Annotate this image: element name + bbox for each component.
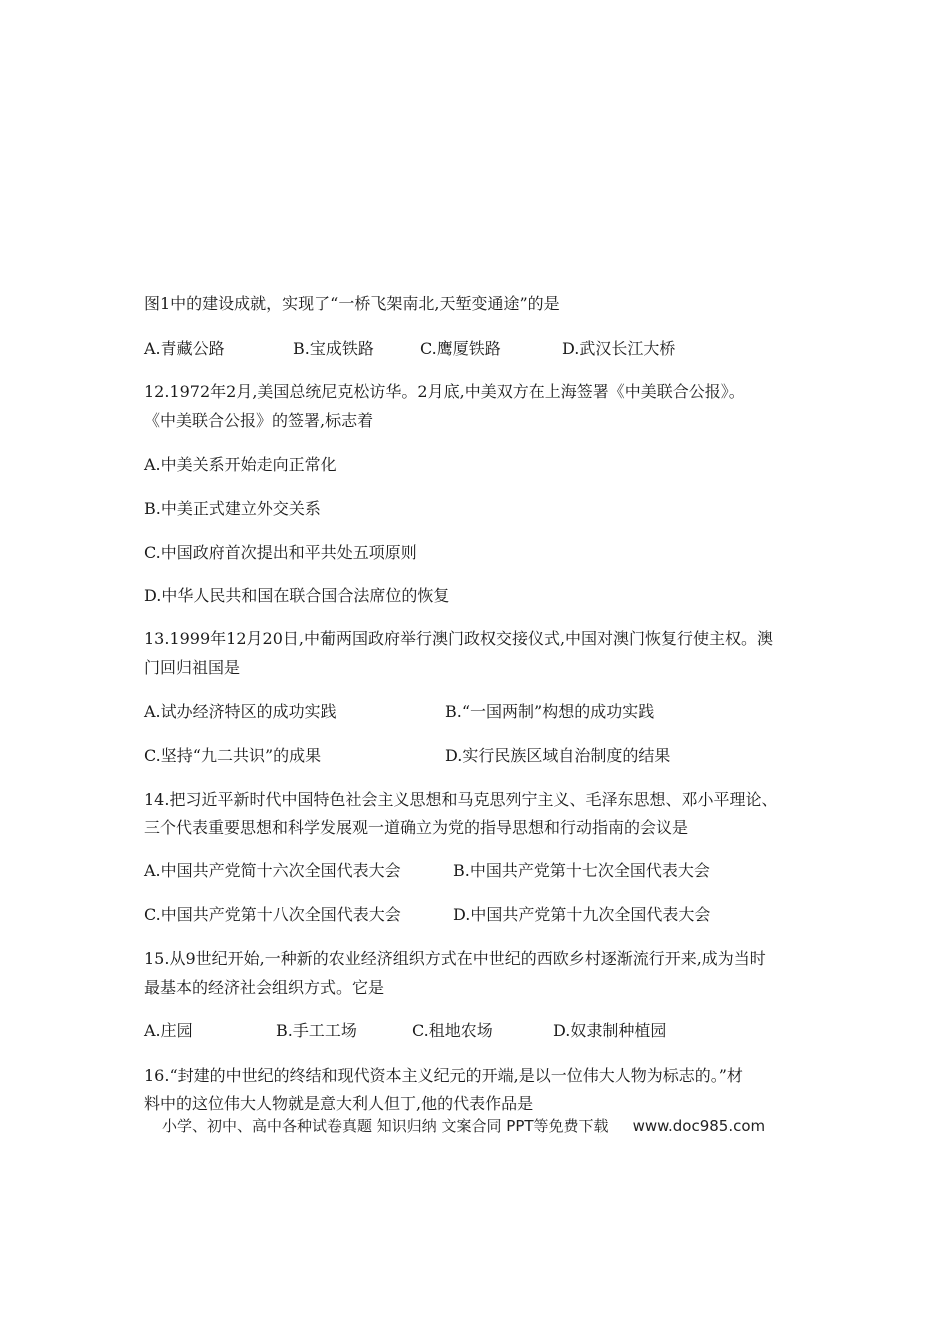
q13-option-a: A.试办经济特区的成功实践 — [144, 702, 337, 721]
q15-option-c: C.租地农场 — [412, 1021, 493, 1040]
q11-option-d: D.武汉长江大桥 — [562, 339, 676, 358]
q14-stem-line2: 三个代表重要思想和科学发展观一道确立为党的指导思想和行动指南的会议是 — [144, 818, 689, 837]
q13-stem-line1: 13.1999年12月20日,中葡两国政府举行澳门政权交接仪式,中国对澳门恢复行使主权。澳 — [144, 629, 774, 648]
q13-option-d: D.实行民族区域自治制度的结果 — [445, 746, 671, 765]
q15-option-a: A.庄园 — [144, 1021, 193, 1040]
q12-stem-line2: 《中美联合公报》的签署,标志着 — [144, 411, 374, 430]
footer — [162, 1116, 765, 1136]
q11-option-a: A.青藏公路 — [144, 339, 225, 358]
footer-text: 小学、初中、高中各种试卷真题 知识归纳 文案合同 PPT等免费下载 — [162, 1117, 609, 1135]
q12-option-b: B.中美正式建立外交关系 — [144, 499, 321, 518]
q13-option-b: B.“一国两制”构想的成功实践 — [445, 702, 655, 721]
q11-option-c: C.鹰厦铁路 — [420, 339, 501, 358]
q11-stem: 图1中的建设成就，实现了“一桥飞架南北,天堑变通途”的是 — [144, 294, 560, 313]
q14-stem-line1: 14.把习近平新时代中国特色社会主义思想和马克思列宁主义、毛泽东思想、邓小平理论、 — [144, 790, 778, 809]
q13-option-c: C.坚持“九二共识”的成果 — [144, 746, 322, 765]
q15-option-b: B.手工工场 — [276, 1021, 357, 1040]
q12-option-d: D.中华人民共和国在联合国合法席位的恢复 — [144, 586, 450, 605]
footer-url[interactable]: www.doc985.com — [632, 1117, 766, 1135]
q14-option-a: A.中国共产党简十六次全国代表大会 — [144, 861, 401, 880]
q14-option-b: B.中国共产党第十七次全国代表大会 — [453, 861, 710, 880]
q15-stem-line2: 最基本的经济社会组织方式。它是 — [144, 978, 385, 997]
q11-option-b: B.宝成铁路 — [293, 339, 374, 358]
q12-option-c: C.中国政府首次提出和平共处五项原则 — [144, 543, 417, 562]
q12-stem-line1: 12.1972年2月,美国总统尼克松访华。2月底,中美双方在上海签署《中美联合公报》。 — [144, 382, 745, 401]
q15-stem-line1: 15.从9世纪开始,一种新的农业经济组织方式在中世纪的西欧乡村逐渐流行开来,成为当时 — [144, 949, 766, 968]
q16-stem-line2: 料中的这位伟大人物就是意大利人但丁,他的代表作品是 — [144, 1094, 534, 1113]
q12-option-a: A.中美关系开始走向正常化 — [144, 455, 337, 474]
q16-stem-line1: 16.“封建的中世纪的终结和现代资本主义纪元的开端,是以一位伟大人物为标志的。”材 — [144, 1066, 743, 1085]
q13-stem-line2: 门回归祖国是 — [144, 658, 241, 677]
q14-option-d: D.中国共产党第十九次全国代表大会 — [453, 905, 711, 924]
q14-option-c: C.中国共产党第十八次全国代表大会 — [144, 905, 401, 924]
q15-option-d: D.奴隶制种植园 — [553, 1021, 667, 1040]
